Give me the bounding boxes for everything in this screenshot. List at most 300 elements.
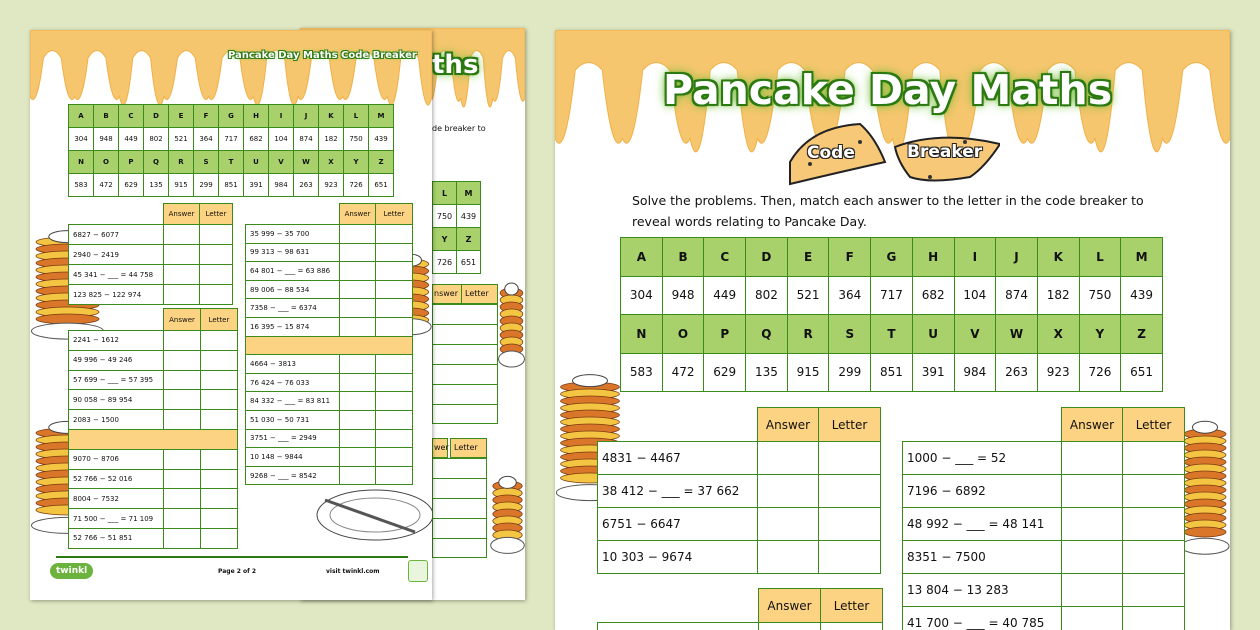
problem-row — [903, 508, 1185, 541]
code-letter: Z — [369, 151, 394, 174]
problem-row — [246, 225, 413, 244]
code-letter: J — [996, 238, 1038, 277]
problem-row — [246, 466, 413, 485]
code-value: 135 — [746, 353, 788, 392]
code-value: 915 — [169, 174, 194, 197]
code-letter: T — [219, 151, 244, 174]
code-value: 851 — [219, 174, 244, 197]
code-letter: D — [144, 105, 169, 128]
code-value: 802 — [144, 128, 169, 151]
code-letter: M — [1121, 238, 1163, 277]
code-value: 439 — [1121, 276, 1163, 315]
answer-input[interactable] — [164, 370, 201, 390]
problem-row — [69, 390, 238, 410]
answer-letter-header — [163, 308, 238, 331]
letter-input[interactable] — [376, 355, 413, 374]
code-value: 651 — [457, 251, 481, 274]
problem-row — [598, 541, 881, 574]
code-value: 263 — [996, 353, 1038, 392]
code-value: 521 — [787, 276, 829, 315]
problem-text: 41 700 − ___ = 40 785 — [903, 607, 1062, 630]
problem-row — [69, 489, 238, 509]
problem-row — [69, 265, 233, 285]
code-value: 391 — [912, 353, 954, 392]
code-letter: N — [69, 151, 94, 174]
letter-input[interactable] — [201, 489, 238, 509]
code-letter: S — [194, 151, 219, 174]
problem-row — [246, 280, 413, 299]
left-page — [30, 30, 432, 600]
code-letter: I — [269, 105, 294, 128]
code-letter: Y — [1079, 315, 1121, 354]
letter-header: Letter — [201, 309, 238, 331]
problem-text: 90 058 − 89 954 — [69, 390, 164, 410]
answer-input[interactable] — [340, 429, 376, 448]
code-value: 750 — [433, 205, 457, 228]
answer-input[interactable] — [758, 442, 819, 475]
section-divider — [246, 336, 413, 355]
code-breaker-table — [68, 104, 394, 197]
back-answer-grid — [432, 304, 498, 424]
left-page-title: Pancake Day Maths Code Breaker — [228, 50, 417, 61]
problem-row — [598, 475, 881, 508]
answer-input[interactable] — [164, 350, 201, 370]
answer-header: Answer — [759, 589, 821, 623]
problem-table — [902, 441, 1185, 630]
letter-input[interactable] — [376, 225, 413, 244]
code-value: 439 — [457, 205, 481, 228]
back-page-instructions-fragment: de breaker to — [432, 124, 486, 133]
answer-input[interactable] — [759, 623, 821, 630]
subtitle-code: Code — [807, 143, 855, 163]
problem-row — [69, 528, 238, 548]
answer-input[interactable] — [340, 280, 376, 299]
answer-input[interactable] — [164, 390, 201, 410]
code-value: 135 — [144, 174, 169, 197]
answer-header: Answer — [1062, 408, 1123, 442]
answer-input[interactable] — [1062, 508, 1123, 541]
letter-input[interactable] — [200, 245, 233, 265]
problem-text: 13 804 − 13 283 — [903, 574, 1062, 607]
problem-row — [69, 410, 238, 430]
answer-input[interactable] — [1062, 574, 1123, 607]
letter-input[interactable] — [201, 370, 238, 390]
problem-text: 1000 − ___ = 52 — [903, 442, 1062, 475]
problem-row — [69, 469, 238, 489]
code-letter: Q — [746, 315, 788, 354]
code-value: 726 — [344, 174, 369, 197]
answer-input[interactable] — [1062, 541, 1123, 574]
code-letter: O — [94, 151, 119, 174]
problem-text: 4664 − 3813 — [246, 355, 340, 374]
answer-input[interactable] — [758, 508, 819, 541]
code-value: 629 — [119, 174, 144, 197]
twinkl-site-link[interactable]: visit twinkl.com — [326, 568, 380, 575]
code-value: 304 — [621, 276, 663, 315]
problem-text: 9268 − ___ = 8542 — [246, 466, 340, 485]
page-title: Pancake Day Maths — [663, 66, 1113, 114]
problem-row — [903, 442, 1185, 475]
problem-text: 6751 − 6647 — [598, 508, 758, 541]
code-value: 874 — [996, 276, 1038, 315]
code-letter: V — [954, 315, 996, 354]
letter-input[interactable] — [201, 331, 238, 351]
answer-letter-header — [1061, 407, 1185, 442]
problem-row — [246, 262, 413, 281]
code-value: 874 — [294, 128, 319, 151]
problem-text: 4831 − 4467 — [598, 442, 758, 475]
code-value: 851 — [871, 353, 913, 392]
code-value: 717 — [871, 276, 913, 315]
code-letter: W — [294, 151, 319, 174]
problem-row — [69, 449, 238, 469]
problem-text: 9070 − 8706 — [69, 449, 164, 469]
code-letter: P — [704, 315, 746, 354]
code-letter: R — [787, 315, 829, 354]
problem-text: 7358 − ___ = 6374 — [246, 299, 340, 318]
letter-input[interactable] — [201, 410, 238, 430]
answer-input[interactable] — [164, 469, 201, 489]
problem-row — [246, 355, 413, 374]
problem-text: 10 148 − 9844 — [246, 448, 340, 467]
problem-text: 52 766 − 52 016 — [69, 469, 164, 489]
letter-input[interactable] — [376, 299, 413, 318]
answer-input[interactable] — [340, 466, 376, 485]
answer-input[interactable] — [340, 410, 376, 429]
answer-input[interactable] — [340, 317, 376, 336]
problem-row — [598, 442, 881, 475]
answer-header: Answer — [164, 204, 200, 225]
problem-table — [597, 441, 881, 574]
letter-input[interactable] — [821, 623, 883, 630]
code-letter: Z — [1121, 315, 1163, 354]
code-value: 923 — [1037, 353, 1079, 392]
letter-header: Letter — [376, 204, 413, 225]
letter-header: Letter — [819, 408, 881, 442]
problem-text: 52 766 − 51 851 — [69, 528, 164, 548]
code-value: 948 — [94, 128, 119, 151]
code-value: 984 — [954, 353, 996, 392]
code-value: 726 — [1079, 353, 1121, 392]
code-letter: G — [871, 238, 913, 277]
letter-input[interactable] — [1123, 607, 1185, 630]
problem-text: 71 500 − ___ = 71 109 — [69, 509, 164, 529]
problem-text: 49 996 − 49 246 — [69, 350, 164, 370]
answer-input[interactable] — [164, 285, 200, 305]
answer-header: Answer — [758, 408, 819, 442]
problem-text: 6827 − 6077 — [69, 225, 164, 245]
problem-row — [903, 475, 1185, 508]
code-value: 299 — [829, 353, 871, 392]
back-answer-header-2: wer — [432, 438, 448, 458]
problem-row — [69, 370, 238, 390]
answer-input[interactable] — [758, 475, 819, 508]
right-page — [555, 30, 1230, 630]
letter-input[interactable] — [376, 448, 413, 467]
problem-row — [69, 245, 233, 265]
code-letter: Y — [344, 151, 369, 174]
subtitle-breaker: Breaker — [907, 142, 983, 162]
problem-row — [246, 299, 413, 318]
letter-input[interactable] — [376, 392, 413, 411]
code-value: 682 — [244, 128, 269, 151]
code-letter: U — [244, 151, 269, 174]
code-letter: E — [169, 105, 194, 128]
back-answer-grid-2 — [432, 458, 487, 558]
code-letter: P — [119, 151, 144, 174]
problem-text: 2940 − 2419 — [69, 245, 164, 265]
code-letter: N — [621, 315, 663, 354]
answer-input[interactable] — [164, 509, 201, 529]
problem-row — [903, 607, 1185, 630]
letter-input[interactable] — [1123, 508, 1185, 541]
code-letter: E — [787, 238, 829, 277]
code-value: 449 — [704, 276, 746, 315]
code-value: 583 — [69, 174, 94, 197]
problem-row — [598, 508, 881, 541]
letter-input[interactable] — [376, 466, 413, 485]
letter-input[interactable] — [200, 225, 233, 245]
problem-row — [246, 392, 413, 411]
code-value: 651 — [1121, 353, 1163, 392]
problem-table — [245, 224, 413, 485]
problem-row — [903, 574, 1185, 607]
code-letter: X — [319, 151, 344, 174]
code-value: 182 — [1037, 276, 1079, 315]
problem-table — [597, 622, 883, 630]
problem-table — [68, 224, 233, 305]
code-letter: D — [746, 238, 788, 277]
problem-text: 64 801 − ___ = 63 886 — [246, 262, 340, 281]
answer-input[interactable] — [164, 225, 200, 245]
problem-text: 2241 − 1612 — [69, 331, 164, 351]
code-value: 104 — [269, 128, 294, 151]
code-value: 472 — [662, 353, 704, 392]
problem-row — [246, 317, 413, 336]
code-letter: B — [94, 105, 119, 128]
problem-text: 76 424 − 76 033 — [246, 373, 340, 392]
code-letter: U — [912, 315, 954, 354]
code-letter: O — [662, 315, 704, 354]
code-letter: W — [996, 315, 1038, 354]
answer-input[interactable] — [164, 331, 201, 351]
code-value: 304 — [69, 128, 94, 151]
code-letter: R — [169, 151, 194, 174]
answer-input[interactable] — [340, 262, 376, 281]
problem-text: 10 303 − 9674 — [598, 541, 758, 574]
letter-input[interactable] — [201, 390, 238, 410]
pancake-stack-image — [1180, 400, 1230, 570]
answer-letter-header — [163, 203, 233, 225]
answer-input[interactable] — [1062, 442, 1123, 475]
twinkl-logo: twinkl — [50, 563, 93, 579]
code-value: 726 — [433, 251, 457, 274]
answer-input[interactable] — [1062, 607, 1123, 630]
answer-input[interactable] — [164, 489, 201, 509]
code-letter: Q — [144, 151, 169, 174]
code-value: 364 — [829, 276, 871, 315]
answer-input[interactable] — [1062, 475, 1123, 508]
letter-input[interactable] — [200, 265, 233, 285]
letter-input[interactable] — [200, 285, 233, 305]
code-letter: A — [621, 238, 663, 277]
problem-text: 7196 − 6892 — [903, 475, 1062, 508]
answer-input[interactable] — [340, 392, 376, 411]
code-letter: T — [871, 315, 913, 354]
problem-text: 3751 − ___ = 2949 — [246, 429, 340, 448]
letter-input[interactable] — [376, 373, 413, 392]
letter-input[interactable] — [201, 469, 238, 489]
code-letter: C — [704, 238, 746, 277]
code-letter: L — [344, 105, 369, 128]
letter-input[interactable] — [376, 410, 413, 429]
letter-header: Letter — [200, 204, 233, 225]
code-letter: J — [294, 105, 319, 128]
problem-text: 35 999 − 35 700 — [246, 225, 340, 244]
code-value: 750 — [344, 128, 369, 151]
letter-input[interactable] — [376, 429, 413, 448]
code-value: 915 — [787, 353, 829, 392]
problem-text: 8004 − 7532 — [69, 489, 164, 509]
code-letter: I — [954, 238, 996, 277]
letter-input[interactable] — [1123, 541, 1185, 574]
letter-input[interactable] — [201, 509, 238, 529]
answer-input[interactable] — [164, 449, 201, 469]
problem-row — [246, 429, 413, 448]
letter-input[interactable] — [819, 541, 881, 574]
problem-text: 123 825 − 122 974 — [69, 285, 164, 305]
instructions: Solve the problems. Then, match each answer to the letter in the code breaker to reveal words relating to Pancake Day. — [632, 193, 1144, 229]
problem-row — [69, 509, 238, 529]
answer-input[interactable] — [164, 528, 201, 548]
code-letter: B — [662, 238, 704, 277]
code-value: 651 — [369, 174, 394, 197]
letter-input[interactable] — [1123, 574, 1185, 607]
letter-input[interactable] — [376, 280, 413, 299]
code-value: 948 — [662, 276, 704, 315]
code-letter: G — [219, 105, 244, 128]
code-letter: F — [194, 105, 219, 128]
code-letter: M — [369, 105, 394, 128]
problem-text: 2083 − 1500 — [69, 410, 164, 430]
answer-input[interactable] — [164, 245, 200, 265]
code-value: 521 — [169, 128, 194, 151]
code-value: 717 — [219, 128, 244, 151]
code-letter: K — [1037, 238, 1079, 277]
problem-row — [903, 541, 1185, 574]
problem-row — [69, 331, 238, 351]
problem-text: 48 992 − ___ = 48 141 — [903, 508, 1062, 541]
section-divider — [69, 429, 238, 449]
answer-input[interactable] — [340, 355, 376, 374]
problem-text: 45 341 − ___ = 44 758 — [69, 265, 164, 285]
code-value: 583 — [621, 353, 663, 392]
code-letter: S — [829, 315, 871, 354]
back-answer-header: nswer — [432, 284, 462, 304]
problem-text — [598, 623, 759, 630]
page-number: Page 2 of 2 — [218, 568, 256, 575]
problem-row — [246, 410, 413, 429]
letter-input[interactable] — [1123, 475, 1185, 508]
answer-letter-header — [339, 203, 413, 225]
code-letter: V — [269, 151, 294, 174]
back-code-table — [432, 181, 481, 274]
code-value: 104 — [954, 276, 996, 315]
code-letter: M — [457, 182, 481, 205]
back-letter-header: Letter — [461, 284, 498, 304]
problem-row — [69, 225, 233, 245]
code-letter: H — [912, 238, 954, 277]
footer-divider — [56, 556, 408, 558]
letter-input[interactable] — [819, 508, 881, 541]
answer-letter-header — [758, 588, 883, 623]
pancake-stack-image — [498, 273, 525, 373]
letter-input[interactable] — [819, 475, 881, 508]
code-value: 629 — [704, 353, 746, 392]
code-value: 364 — [194, 128, 219, 151]
problem-text: 89 006 − 88 534 — [246, 280, 340, 299]
code-value: 449 — [119, 128, 144, 151]
problem-row — [598, 623, 883, 630]
letter-input[interactable] — [1123, 442, 1185, 475]
code-value: 263 — [294, 174, 319, 197]
code-value: 984 — [269, 174, 294, 197]
code-letter: C — [119, 105, 144, 128]
quality-badge — [408, 560, 428, 582]
code-letter: L — [1079, 238, 1121, 277]
answer-input[interactable] — [340, 373, 376, 392]
code-letter: L — [433, 182, 457, 205]
letter-header: Letter — [821, 589, 883, 623]
letter-input[interactable] — [376, 262, 413, 281]
code-letter: Z — [457, 228, 481, 251]
problem-text: 51 030 − 50 731 — [246, 410, 340, 429]
letter-input[interactable] — [201, 350, 238, 370]
back-letter-header-2: Letter — [450, 438, 487, 458]
code-letter: X — [1037, 315, 1079, 354]
answer-input[interactable] — [340, 448, 376, 467]
letter-input[interactable] — [376, 243, 413, 262]
code-value: 391 — [244, 174, 269, 197]
letter-input[interactable] — [201, 449, 238, 469]
code-value: 802 — [746, 276, 788, 315]
code-value: 472 — [94, 174, 119, 197]
problem-row — [246, 373, 413, 392]
code-value: 439 — [369, 128, 394, 151]
answer-header: Answer — [340, 204, 376, 225]
code-letter: K — [319, 105, 344, 128]
code-letter: F — [829, 238, 871, 277]
code-value: 182 — [319, 128, 344, 151]
code-value: 682 — [912, 276, 954, 315]
answer-input[interactable] — [340, 243, 376, 262]
problem-row — [69, 285, 233, 305]
problem-text: 16 395 − 15 874 — [246, 317, 340, 336]
answer-input[interactable] — [164, 265, 200, 285]
answer-input[interactable] — [340, 299, 376, 318]
letter-input[interactable] — [819, 442, 881, 475]
letter-input[interactable] — [201, 528, 238, 548]
problem-text: 8351 − 7500 — [903, 541, 1062, 574]
back-page-title-fragment: ths — [432, 50, 479, 80]
answer-input[interactable] — [758, 541, 819, 574]
answer-input[interactable] — [340, 225, 376, 244]
letter-input[interactable] — [376, 317, 413, 336]
problem-text: 38 412 − ___ = 37 662 — [598, 475, 758, 508]
code-value: 750 — [1079, 276, 1121, 315]
problem-table — [68, 330, 238, 549]
answer-input[interactable] — [164, 410, 201, 430]
